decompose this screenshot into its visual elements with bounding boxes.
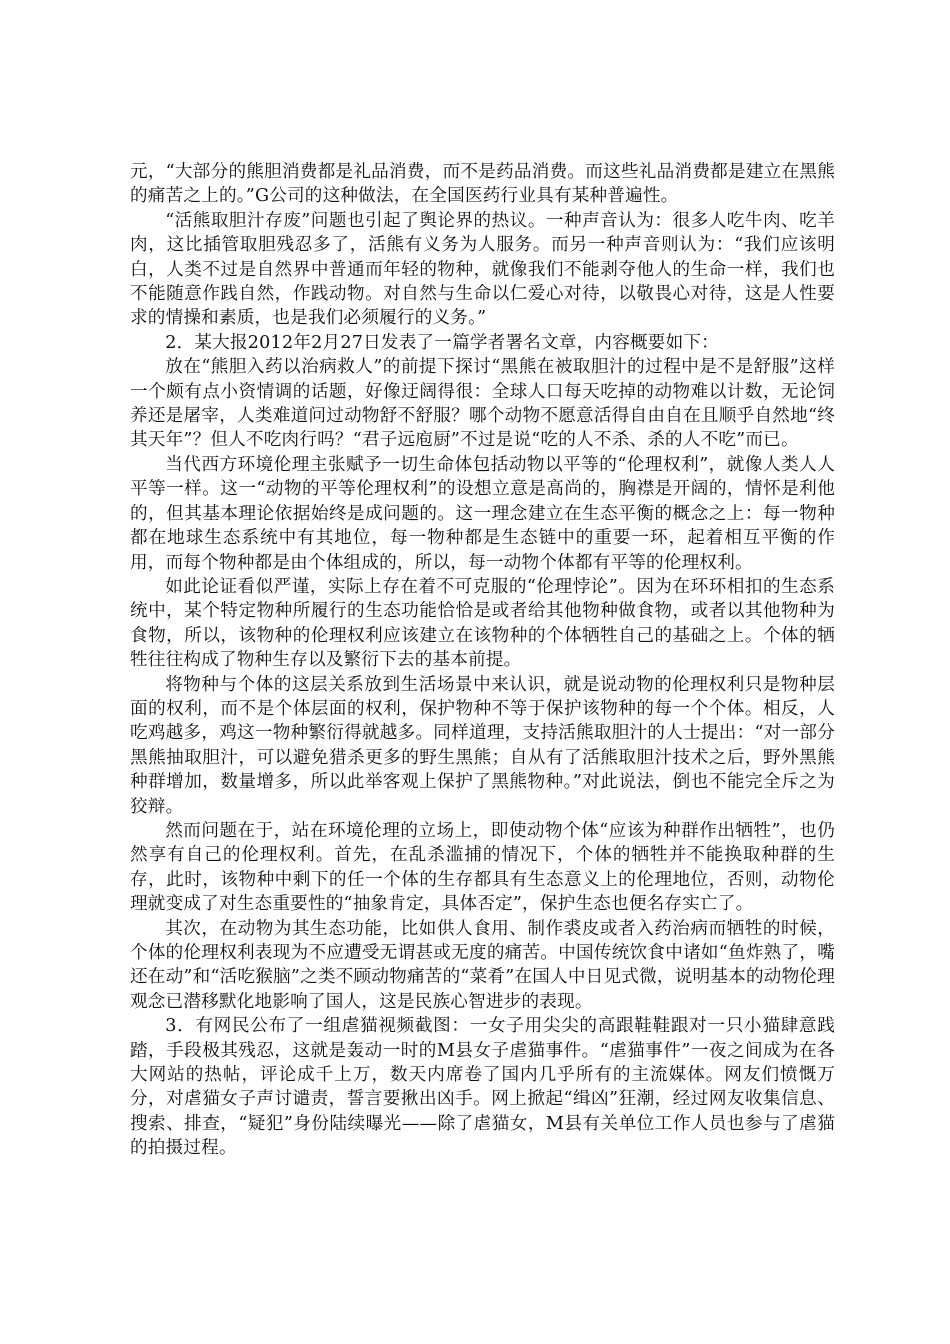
paragraph-6: 将物种与个体的这层关系放到生活场景中来认识，就是说动物的伦理权利只是物种层面的权利，而不是个体层面的权利，保护物种不等于保护该物种的每一个个体。相反，人吃鸡越多，鸡这一物种繁衍得就越多。同样道理，支持活熊取胆汁的人士提出：“对一部分黑熊抽取胆汁，可以避免猎杀更多的野生黑熊；自从有了活熊取胆汁技术之后，野外黑熊种群增加，数量增多，所以此举客观上保护了黑熊物种。”对此说法，倒也不能完全斥之为狡辩。 [130,674,835,817]
paragraph-1: 元，“大部分的熊胆消费都是礼品消费，而不是药品消费。而这些礼品消费都是建立在黑熊的痛苦之上的。”G公司的这种做法，在全国医药行业具有某种普遍性。 [130,162,835,207]
paragraph-7: 然而问题在于，站在环境伦理的立场上，即使动物个体“应该为种群作出牺牲”，也仍然享有自己的伦理权利。首先，在乱杀滥捕的情况下，个体的牺牲并不能换取种群的生存，此时，该物种中剩下的任一个体的生存都具有生态意义上的伦理地位，否则，动物伦理就变成了对生态重要性的“抽象肯定，具体否定”，保护生态也便名存实亡了。 [130,820,835,915]
document-body [130,160,835,1161]
paragraph-2: “活熊取胆汁存废”问题也引起了舆论界的热议。一种声音认为：很多人吃牛肉、吃羊肉，这比插管取胆残忍多了，活熊有义务为人服务。而另一种声音则认为：“我们应该明白，人类不过是自然界中普通而年轻的物种，就像我们不能剥夺他人的生命一样，我们也不能随意作践自然，作践动物。对自然与生命以仁爱心对待，以敬畏心对待，这是人性要求的情操和素质，也是我们必须履行的义务。” [130,210,835,329]
section-heading-2: 2．某大报2012年2月27日发表了一篇学者署名文章，内容概要如下： [165,332,719,353]
paragraph-5: 如此论证看似严谨，实际上存在着不可克服的“伦理悖论”。因为在环环相扣的生态系统中，某个特定物种所履行的生态功能恰恰是或者给其他物种做食物，或者以其他物种为食物，所以，该物种的伦理权利应该建立在该物种的个体牺牲自己的基础之上。个体的牺牲往往构成了物种生存以及繁衍下去的基本前提。 [130,576,835,671]
paragraph-3: 放在“熊胆入药以治病救人”的前提下探讨“黑熊在被取胆汁的过程中是不是舒服”这样一个颇有点小资情调的话题，好像迂阔得很：全球人口每天吃掉的动物难以计数，无论饲养还是屠宰，人类难道问过动物舒不舒服？哪个动物不愿意活得自由自在且顺乎自然地“终其天年”？但人不吃肉行吗？“君子远庖厨”不过是说“吃的人不杀、杀的人不吃”而已。 [130,357,835,451]
paragraph-8: 其次，在动物为其生态功能，比如供人食用、制作裘皮或者入药治病而牺牲的时候，个体的伦理权利表现为不应遭受无谓甚或无度的痛苦。中国传统饮食中诸如“鱼炸熟了，嘴还在动”和“活吃猴脑”之类不顾动物痛苦的“菜肴”在国人中日见式微，说明基本的动物伦理观念已潜移默化地影响了国人，这是民族心智进步的表现。 [130,918,835,1012]
section-3-paragraph: 3．有网民公布了一组虐猫视频截图：一女子用尖尖的高跟鞋鞋跟对一只小猫肆意践踏，手段极其残忍，这就是轰动一时的M县女子虐猫事件。“虐猫事件”一夜之间成为在各大网站的热帖，评论成千上万，数天内席卷了国内几乎所有的主流媒体。网友们愤慨万分，对虐猫女子声讨谴责，誓言要揪出凶手。网上掀起“缉凶”狂潮，经过网友收集信息、搜索、排查，“疑犯”身份陆续曝光——除了虐猫女，M县有关单位工作人员也参与了虐猫的拍摄过程。 [130,1016,835,1159]
paragraph-4: 当代西方环境伦理主张赋予一切生命体包括动物以平等的“伦理权利”，就像人类人人平等一样。这一“动物的平等伦理权利”的设想立意是高尚的，胸襟是开阔的，情怀是利他的，但其基本理论依据始终是成问题的。这一理念建立在生态平衡的概念之上：每一物种都在地球生态系统中有其地位，每一物种都是生态链中的重要一环，起着相互平衡的作用，而每个物种都是由个体组成的，所以，每一动物个体都有平等的伦理权利。 [130,454,835,573]
